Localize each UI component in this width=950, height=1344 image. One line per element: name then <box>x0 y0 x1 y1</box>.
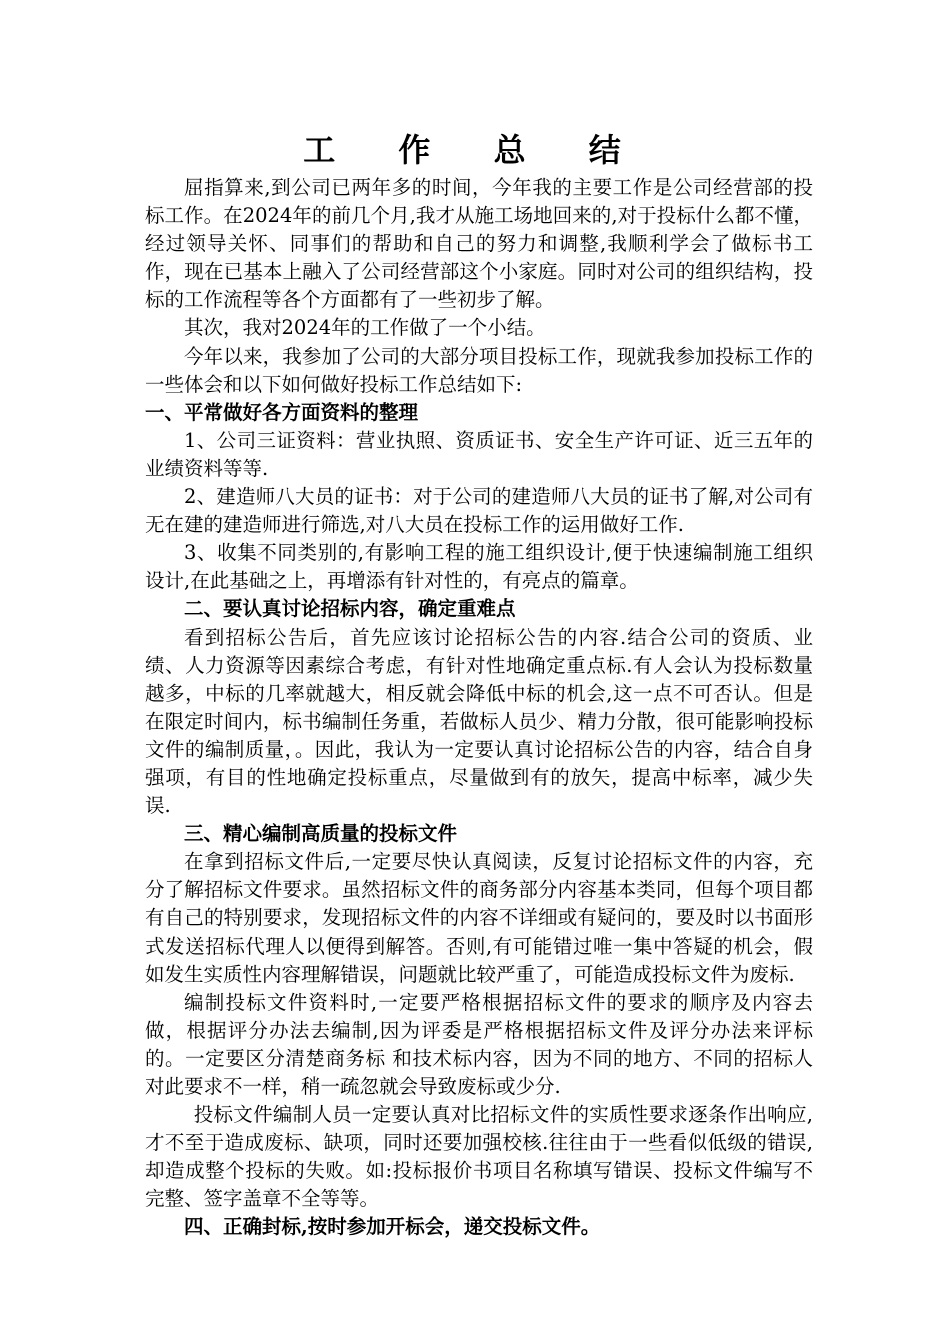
document-title: 工 作 总 结 <box>303 131 647 169</box>
section-heading-2: 二、要认真讨论招标内容，确定重难点 <box>184 597 516 621</box>
paragraph-intro: 屈指算来,到公司已两年多的时间，今年我的主要工作是公司经营部的投标工作。在2024年的前几个月,我才从施工场地回来的,对于投标什么都不懂，经过领导关怀、同事们的帮助和自己的努力和调整,我顺利学会了做标书工作，现在已基本上融入了公司经营部这个小家庭。同时对公司的组织结构，投标的工作流程等各个方面都有了一些初步了解。 <box>145 176 813 312</box>
paragraph-section-3c: 投标文件编制人员一定要认真对比招标文件的实质性要求逐条作出响应,才不至于造成废标、缺项，同时还要加强校核.往往由于一些看似低级的错误,却造成整个投标的失败。如:投标报价书项目名称填写错误、投标文件编写不完整、签字盖章不全等等。 <box>145 1103 813 1211</box>
paragraph-section-3a: 在拿到招标文件后,一定要尽快认真阅读，反复讨论招标文件的内容，充分了解招标文件要求。虽然招标文件的商务部分内容基本类同，但每个项目都有自己的特别要求，发现招标文件的内容不详细或有疑问的，要及时以书面形式发送招标代理人以便得到解答。否则,有可能错过唯一集中答疑的机会，假如发生实质性内容理解错误，问题就比较严重了，可能造成投标文件为废标. <box>145 850 813 986</box>
section-heading-1: 一、平常做好各方面资料的整理 <box>145 400 419 424</box>
paragraph-overview: 今年以来，我参加了公司的大部分项目投标工作，现就我参加投标工作的一些体会和以下如何做好投标工作总结如下: <box>145 344 813 396</box>
list-item-3: 3、收集不同类别的,有影响工程的施工组织设计,便于快速编制施工组织设计,在此基础之上，再增添有针对性的，有亮点的篇章。 <box>145 541 813 593</box>
list-item-2: 2、建造师八大员的证书：对于公司的建造师八大员的证书了解,对公司有无在建的建造师进行筛选,对八大员在投标工作的运用做好工作. <box>145 485 813 537</box>
paragraph-summary-note: 其次，我对2024年的工作做了一个小结。 <box>184 316 546 340</box>
section-heading-3: 三、精心编制高质量的投标文件 <box>184 822 458 846</box>
document-body <box>145 174 813 1242</box>
list-item-1: 1、公司三证资料：营业执照、资质证书、安全生产许可证、近三五年的业绩资料等等. <box>145 428 813 480</box>
paragraph-section-2: 看到招标公告后，首先应该讨论招标公告的内容.结合公司的资质、业绩、人力资源等因素综合考虑，有针对性地确定重点标.有人会认为投标数量越多，中标的几率就越大，相反就会降低中标的机会,这一点不可否认。但是在限定时间内，标书编制任务重，若做标人员少、精力分散，很可能影响投标文件的编制质量，。因此，我认为一定要认真讨论招标公告的内容，结合自身强项，有目的性地确定投标重点，尽量做到有的放矢，提高中标率，减少失误. <box>145 625 813 818</box>
section-heading-4: 四、正确封标,按时参加开标会，递交投标文件。 <box>184 1215 601 1239</box>
paragraph-section-3b: 编制投标文件资料时,一定要严格根据招标文件的要求的顺序及内容去做，根据评分办法去编制,因为评委是严格根据招标文件及评分办法来评标的。一定要区分清楚商务标 和技术标内容，因为不同的地方、不同的招标人对此要求不一样，稍一疏忽就会导致废标或少分. <box>145 990 813 1098</box>
